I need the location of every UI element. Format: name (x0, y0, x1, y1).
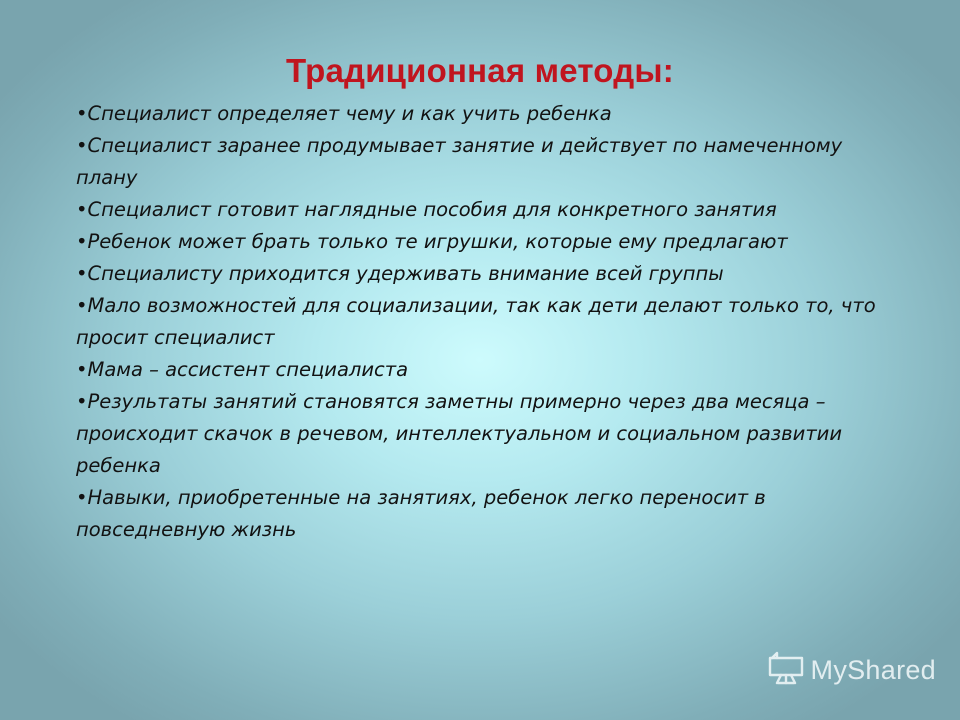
bullet-icon (76, 102, 88, 125)
watermark-logo (767, 649, 936, 692)
list-item (76, 130, 876, 194)
list-item (76, 226, 876, 258)
list-item (76, 194, 876, 226)
bullet-icon (76, 198, 88, 221)
bullet-text: Мало возможностей для социализации, так как дети делают только то, что просит специалист (76, 294, 876, 349)
list-item (76, 98, 876, 130)
bullet-icon (76, 262, 88, 285)
bullet-icon (76, 358, 88, 381)
bullet-text: Специалист определяет чему и как учить ребенка (87, 102, 612, 125)
list-item (76, 354, 876, 386)
bullet-icon (76, 134, 88, 157)
bullet-icon (76, 230, 88, 253)
slide-title: Традиционная методы: (286, 52, 674, 89)
list-item (76, 258, 876, 290)
bullet-text: Мама – ассистент специалиста (87, 358, 409, 381)
list-item (76, 290, 876, 354)
bullet-text: Специалист готовит наглядные пособия для конкретного занятия (87, 198, 777, 221)
bullet-text: Специалист заранее продумывает занятие и действует по намеченному плану (76, 134, 843, 189)
watermark-text: MyShared (810, 655, 936, 685)
bullet-icon (76, 390, 88, 413)
list-item (76, 386, 876, 482)
bullet-text: Навыки, приобретенные на занятиях, ребенок легко переносит в повседневную жизнь (76, 486, 766, 541)
bullet-icon (76, 486, 88, 509)
bullet-list (76, 98, 876, 546)
bullet-text: Специалисту приходится удерживать внимание всей группы (87, 262, 724, 285)
list-item (76, 482, 876, 546)
bullet-text: Ребенок может брать только те игрушки, которые ему предлагают (87, 230, 788, 253)
bullet-text: Результаты занятий становятся заметны примерно через два месяца – происходит скачок в речевом, интеллектуальном и социальном развитии ребенка (76, 390, 843, 477)
bullet-icon (76, 294, 88, 317)
presentation-board-icon (767, 649, 805, 692)
